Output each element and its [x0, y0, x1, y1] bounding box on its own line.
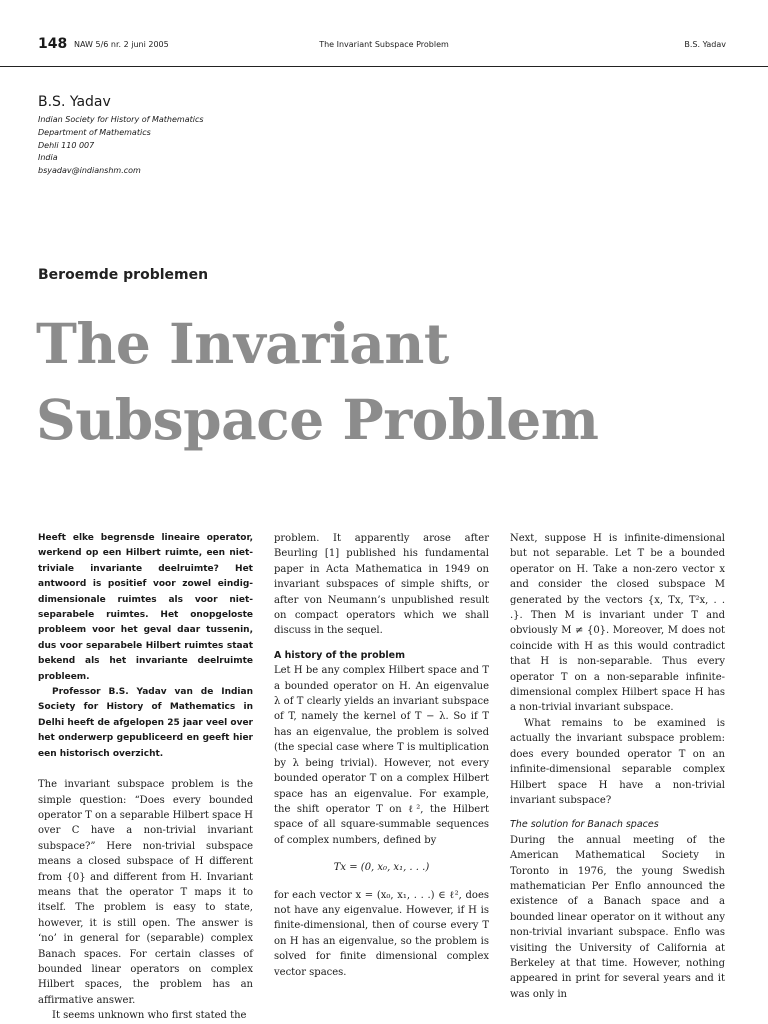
running-title: The Invariant Subspace Problem [319, 40, 449, 49]
author-affiliation [38, 114, 204, 178]
equation: Tx = (0, x₀, x₁, . . .) [333, 862, 430, 874]
subsection-heading: The solution for Banach spaces [510, 819, 659, 831]
page-header [0, 0, 768, 67]
affiliation-line: India [38, 153, 58, 163]
body-paragraph: problem. It apparently arose after Beurling [1] published his fundamental paper in Acta Mathematica in 1949 on invariant subspaces of simple shifts, or after von Neumann’s unpublished result on compact operators which we shall discuss in the sequel. [274, 533, 489, 637]
page-number: 148 [38, 36, 68, 52]
body-paragraph: It seems unknown who first stated the [52, 1010, 247, 1022]
column-3 [510, 531, 725, 1002]
section-heading: A history of the problem [274, 649, 406, 661]
article-title [36, 306, 736, 458]
journal-info: NAW 5/6 nr. 2 juni 2005 [74, 40, 169, 49]
author-email: bsyadav@indianshm.com [38, 166, 141, 176]
body-paragraph: During the annual meeting of the American Mathematical Society in Toronto in 1976, the young Swedish mathematician Per Enflo announced the existence of a Banach space and a bounded linear operator on it without any non-trivial invariant subspace. Enflo was visiting the University of California at Berkeley at that time. However, nothing appeared in print for several years and it was only in [510, 834, 725, 1000]
title-line: Subspace Problem [36, 387, 599, 452]
section-rubric: Beroemde problemen [38, 267, 209, 283]
column-2 [274, 531, 489, 980]
body-paragraph: Next, suppose H is infinite-dimensional but not separable. Let T be a bounded operator on H. Take a non-zero vector x and consider the closed subspace M generated by the vectors {x, Tx, T²x, . . .}. Then M is invariant under T and obviously M ≠ {0}. Moreover, M does not coincide with H as this would contradict that H is non-separable. Thus every operator T on a non-separable infinite-dimensional complex Hilbert space H has a non-trivial invariant subspace. [510, 533, 725, 714]
affiliation-line: Dehli 110 007 [38, 140, 95, 150]
column-1 [38, 531, 253, 1024]
body-paragraph: The invariant subspace problem is the simple question: “Does every bounded operator T on a separable Hilbert space H over C have a non-trivial invariant subspace?” Here non-trivial subspace means a closed subspace of H different from {0} and different from H. Invariant means that the operator T maps it to itself. The problem is easy to state, however, it is still open. The answer is ‘no’ in general for (separable) complex Banach spaces. For certain classes of bounded linear operators on complex Hilbert spaces, the problem has an affirmative answer. [38, 779, 253, 1006]
body-paragraph: What remains to be examined is actually the invariant subspace problem: does every bounded operator T on an infinite-dimensional separable complex Hilbert space H have a non-trivial invariant subspace? [510, 717, 725, 806]
lead-paragraph: Professor B.S. Yadav van de Indian Society for History of Mathematics in Delhi heeft de afgelopen 25 jaar veel over het onderwerp gepubliceerd en geeft hier een historisch overzicht. [38, 687, 253, 759]
affiliation-line: Department of Mathematics [38, 127, 151, 137]
lead-paragraph: Heeft elke begrensde lineaire operator, werkend op een Hilbert ruimte, een niet-triviale invariante deelruimte? Het antwoord is positief voor zowel eindig-dimensionale ruimtes als voor niet-separabele ruimtes. Het onopgeloste probleem voor het geval daar tussenin, dus voor separabele Hilbert ruimtes staat bekend als het invariante deelruimte probleem. [38, 533, 253, 682]
affiliation-line: Indian Society for History of Mathematics [38, 115, 204, 124]
running-author: B.S. Yadav [684, 40, 726, 49]
author-name: B.S. Yadav [38, 94, 111, 110]
title-line: The Invariant [36, 311, 449, 376]
body-paragraph: for each vector x = (x₀, x₁, . . .) ∈ ℓ², does not have any eigenvalue. However, if H is finite-dimensional, then of course every T on H has an eigenvalue, so the problem is solved for finite dimensional complex vector spaces. [274, 889, 489, 978]
body-paragraph: Let H be any complex Hilbert space and T a bounded operator on H. An eigenvalue λ of T clearly yields an invariant subspace of T, namely the kernel of T − λ. So if T has an eigenvalue, the problem is solved (the special case where T is multiplication by λ being trivial). However, not every bounded operator T on a complex Hilbert space has an eigenvalue. For example, the shift operator T on ℓ², the Hilbert space of all square-summable sequences of complex numbers, defined by [274, 665, 489, 846]
